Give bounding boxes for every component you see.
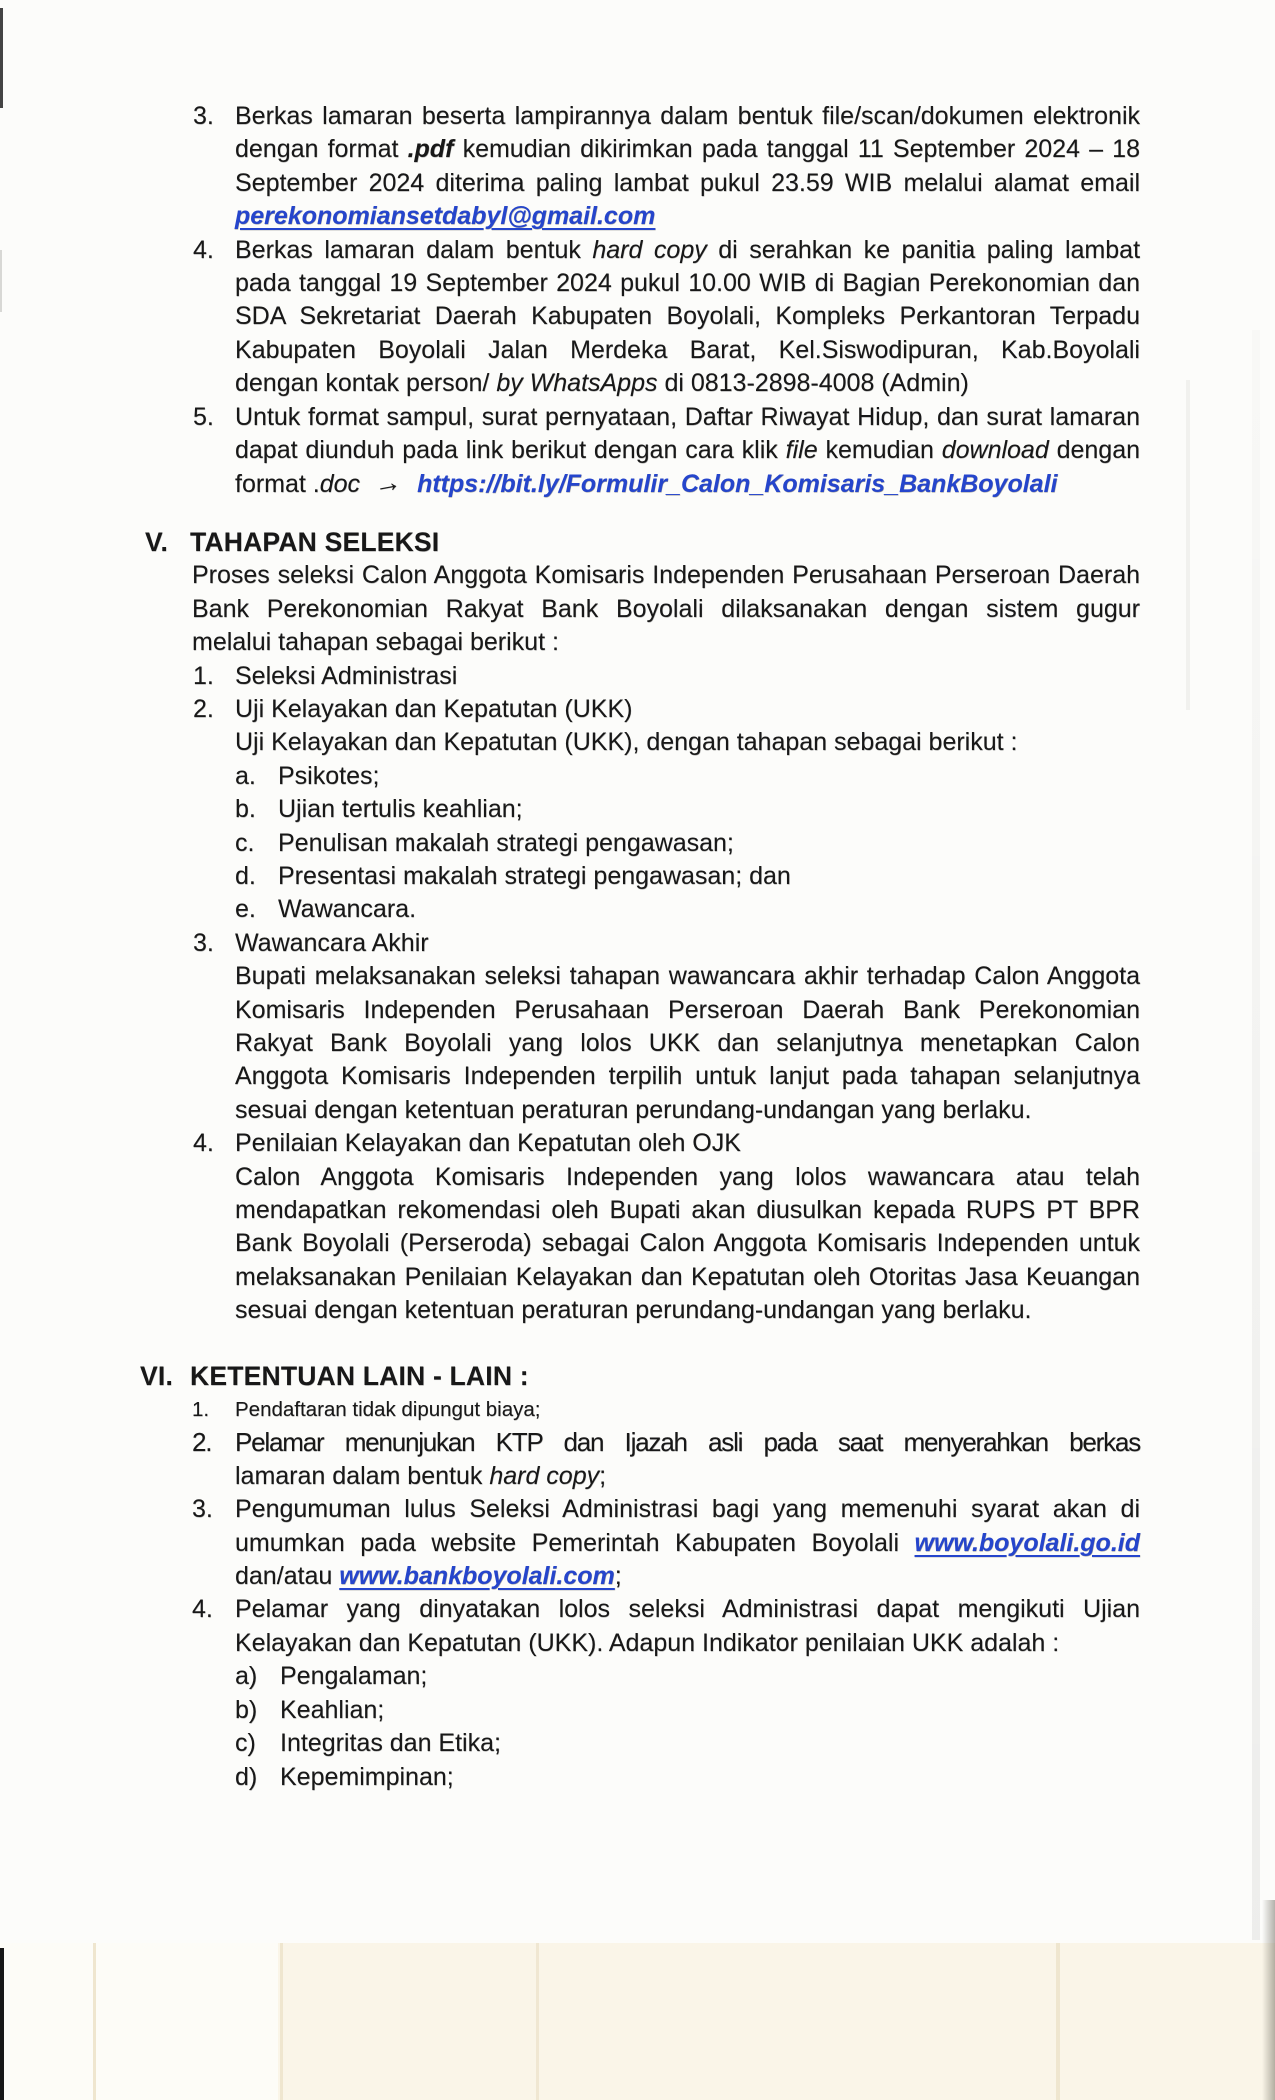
list-marker: 3. bbox=[193, 928, 214, 957]
list-marker: 3. bbox=[192, 1495, 213, 1524]
text-line bbox=[0, 100, 1275, 133]
list-marker: 4. bbox=[193, 1129, 214, 1158]
boyolali-website-link[interactable]: www.boyolali.go.id bbox=[914, 1528, 1140, 1557]
text-segment: Ujian tertulis keahlian; bbox=[278, 795, 523, 824]
text-line bbox=[0, 1360, 1275, 1393]
list-marker: c. bbox=[235, 828, 255, 857]
ketentuan-item-2 bbox=[0, 1426, 1275, 1493]
scan-band-streak bbox=[280, 1943, 283, 2100]
ukk-item-d bbox=[0, 860, 1275, 893]
text-line bbox=[0, 960, 1275, 993]
text-segment: Penilaian Kelayakan dan Kepatutan oleh OJK bbox=[235, 1129, 741, 1158]
text-segment: sesuai dengan ketentuan peraturan perundang-undangan yang berlaku. bbox=[235, 1296, 1032, 1325]
ketentuan-item-4 bbox=[0, 1593, 1275, 1660]
text-line bbox=[0, 300, 1275, 333]
scan-edge-artifact-bottom-left bbox=[0, 1948, 4, 2100]
text-segment: hard copy bbox=[489, 1461, 600, 1490]
ukk-item-c bbox=[0, 827, 1275, 860]
ukk-indikator-c bbox=[0, 1727, 1275, 1760]
section-v-intro bbox=[0, 559, 1275, 659]
text-line bbox=[0, 1426, 1275, 1459]
list-marker: d. bbox=[235, 861, 256, 890]
text-line bbox=[0, 1227, 1275, 1260]
ketentuan-item-1 bbox=[0, 1393, 1275, 1426]
text-segment: file bbox=[785, 436, 818, 465]
text-segment: melaksanakan Penilaian Kelayakan dan Kepatutan oleh Otoritas Jasa Keuangan bbox=[235, 1262, 1140, 1291]
text-segment: kemudian dikirimkan pada tanggal 11 September 2024 – 18 bbox=[453, 135, 1140, 164]
text-line bbox=[0, 1027, 1275, 1060]
text-line bbox=[0, 1560, 1275, 1593]
list-marker: 4. bbox=[192, 1595, 213, 1624]
text-segment: doc bbox=[319, 470, 361, 499]
text-line bbox=[0, 1660, 1275, 1693]
text-line bbox=[0, 1060, 1275, 1093]
text-line bbox=[0, 1761, 1275, 1794]
arrow-right-glyph: → bbox=[371, 466, 404, 501]
text-segment: dan/atau bbox=[235, 1562, 340, 1591]
text-line bbox=[0, 1627, 1275, 1660]
bank-website-link[interactable]: www.bankboyolali.com bbox=[339, 1562, 615, 1591]
tahapan-item-2 bbox=[0, 693, 1275, 760]
list-marker: 1. bbox=[192, 1398, 210, 1422]
text-segment: Seleksi Administrasi bbox=[235, 661, 458, 690]
text-line bbox=[0, 1294, 1275, 1327]
text-line bbox=[0, 893, 1275, 926]
text-line bbox=[0, 726, 1275, 759]
text-segment: Wawancara. bbox=[278, 895, 417, 924]
list-marker: V. bbox=[145, 526, 169, 557]
text-line bbox=[0, 334, 1275, 367]
text-segment: Pengalaman; bbox=[280, 1662, 428, 1691]
text-segment: Psikotes; bbox=[278, 761, 380, 790]
list-marker: 2. bbox=[193, 694, 214, 723]
section-v-heading bbox=[0, 526, 1275, 559]
ukk-item-b bbox=[0, 793, 1275, 826]
text-segment: download bbox=[941, 436, 1049, 465]
list-item-3 bbox=[0, 100, 1275, 234]
list-marker: b) bbox=[235, 1695, 258, 1724]
text-line bbox=[0, 401, 1275, 434]
text-segment: pada tanggal 19 September 2024 pukul 10.00 WIB di Bagian Perekonomian dan bbox=[235, 269, 1140, 298]
section-title: TAHAPAN SELEKSI bbox=[190, 526, 440, 557]
text-segment: Uji Kelayakan dan Kepatutan (UKK) bbox=[235, 694, 633, 723]
text-segment: by WhatsApps bbox=[496, 369, 658, 398]
text-segment: kemudian bbox=[817, 436, 942, 465]
text-line bbox=[0, 1527, 1275, 1560]
text-segment: melalui tahapan sebagai berikut : bbox=[192, 628, 559, 657]
list-marker: e. bbox=[235, 895, 256, 924]
text-segment: Kabupaten Boyolali Jalan Merdeka Barat, Kel.Siswodipuran, Kab.Boyolali bbox=[235, 335, 1140, 364]
form-download-link[interactable]: https://bit.ly/Formulir_Calon_Komisaris_BankBoyolali bbox=[417, 470, 1058, 499]
list-marker: 2. bbox=[192, 1427, 212, 1458]
scan-bottom-band bbox=[0, 1943, 1275, 2100]
text-line bbox=[0, 167, 1275, 200]
text-segment: Anggota Komisaris Independen terpilih untuk lanjut pada tahapan selanjutnya bbox=[235, 1062, 1140, 1091]
text-line bbox=[0, 234, 1275, 267]
text-segment: Berkas lamaran dalam bentuk bbox=[235, 235, 593, 264]
text-line bbox=[0, 1261, 1275, 1294]
text-line bbox=[0, 367, 1275, 400]
text-segment: Komisaris Independen Perusahaan Perseroan Daerah Bank Perekonomian bbox=[235, 995, 1140, 1024]
text-line bbox=[0, 559, 1275, 592]
list-marker: a) bbox=[235, 1662, 258, 1691]
text-segment: format . bbox=[235, 470, 320, 499]
tahapan-item-4 bbox=[0, 1127, 1275, 1327]
text-segment: Pendaftaran tidak dipungut biaya; bbox=[235, 1398, 541, 1422]
text-line bbox=[0, 1493, 1275, 1526]
text-segment: Penulisan makalah strategi pengawasan; bbox=[278, 828, 734, 857]
section-vi-heading bbox=[0, 1360, 1275, 1393]
text-line bbox=[0, 760, 1275, 793]
ukk-indikator-b bbox=[0, 1694, 1275, 1727]
text-line bbox=[0, 1593, 1275, 1626]
text-segment: Uji Kelayakan dan Kepatutan (UKK), dengan tahapan sebagai berikut : bbox=[235, 728, 1018, 757]
text-line bbox=[0, 1127, 1275, 1160]
text-line bbox=[0, 693, 1275, 726]
text-segment: umumkan pada website Pemerintah Kabupaten Boyolali bbox=[235, 1528, 915, 1557]
ukk-indikator-a bbox=[0, 1660, 1275, 1693]
text-line bbox=[0, 660, 1275, 693]
text-line bbox=[0, 1393, 1275, 1426]
text-segment: dengan format bbox=[235, 135, 408, 164]
scan-band-streak bbox=[93, 1943, 96, 2100]
text-line bbox=[0, 827, 1275, 860]
ketentuan-item-3 bbox=[0, 1493, 1275, 1593]
text-segment: .pdf bbox=[407, 135, 454, 164]
text-segment: sesuai dengan ketentuan peraturan perundang-undangan yang berlaku. bbox=[235, 1095, 1032, 1124]
text-segment: dengan bbox=[1048, 436, 1141, 465]
section-title: KETENTUAN LAIN - LAIN : bbox=[190, 1360, 529, 1391]
text-line bbox=[0, 1727, 1275, 1760]
text-line bbox=[0, 1161, 1275, 1194]
text-segment: Untuk format sampul, surat pernyataan, Daftar Riwayat Hidup, dan surat lamaran bbox=[235, 402, 1140, 431]
tahapan-item-1 bbox=[0, 660, 1275, 693]
text-segment: ; bbox=[614, 1562, 622, 1591]
ukk-indikator-d bbox=[0, 1761, 1275, 1794]
list-marker: d) bbox=[235, 1762, 258, 1791]
list-marker: b. bbox=[235, 795, 256, 824]
text-segment: Rakyat Bank Boyolali yang lolos UKK dan selanjutnya menetapkan Calon bbox=[235, 1028, 1140, 1057]
text-line bbox=[0, 1094, 1275, 1127]
text-line bbox=[0, 860, 1275, 893]
tahapan-item-3 bbox=[0, 927, 1275, 1127]
text-segment: Kelayakan dan Kepatutan (UKK). Adapun Indikator penilaian UKK adalah : bbox=[235, 1628, 1060, 1657]
list-marker: VI. bbox=[140, 1360, 174, 1391]
text-line bbox=[0, 526, 1275, 559]
ukk-item-a bbox=[0, 760, 1275, 793]
scan-band-right-edge bbox=[1262, 1900, 1275, 2100]
list-marker: 3. bbox=[193, 102, 214, 130]
list-item-4 bbox=[0, 234, 1275, 401]
text-segment: Bank Perekonomian Rakyat Bank Boyolali dilaksanakan dengan sistem gugur bbox=[192, 594, 1140, 623]
text-line bbox=[0, 467, 1275, 501]
list-marker: a. bbox=[235, 761, 256, 790]
text-line bbox=[0, 1194, 1275, 1227]
text-segment: dengan kontak person/ bbox=[235, 369, 497, 398]
text-line bbox=[0, 200, 1275, 233]
text-segment: Pelamar menunjukan KTP dan Ijazah asli pada saat menyerahkan berkas bbox=[235, 1427, 1140, 1458]
text-segment: Proses seleksi Calon Anggota Komisaris Independen Perusahaan Perseroan Daerah bbox=[192, 561, 1140, 590]
text-segment: SDA Sekretariat Daerah Kabupaten Boyolali, Kompleks Perkantoran Terpadu bbox=[235, 302, 1140, 331]
scan-band-streak bbox=[536, 1943, 539, 2100]
text-line bbox=[0, 1460, 1275, 1493]
text-line bbox=[0, 626, 1275, 659]
text-segment: lamaran dalam bentuk bbox=[235, 1461, 490, 1490]
text-segment: Berkas lamaran beserta lampirannya dalam bentuk file/scan/dokumen elektronik bbox=[235, 102, 1140, 130]
text-line bbox=[0, 927, 1275, 960]
text-segment: mendapatkan rekomendasi oleh Bupati akan diusulkan kepada RUPS PT BPR bbox=[235, 1196, 1140, 1224]
list-marker: c) bbox=[235, 1729, 256, 1758]
text-line bbox=[0, 593, 1275, 626]
text-segment: di serahkan ke panitia paling lambat bbox=[706, 235, 1141, 264]
scan-band-streak bbox=[1056, 1943, 1060, 2100]
text-line bbox=[0, 267, 1275, 300]
scan-bottom-band-light bbox=[0, 1943, 278, 2100]
text-segment: Integritas dan Etika; bbox=[280, 1729, 501, 1758]
list-item-5 bbox=[0, 401, 1275, 502]
ukk-item-e bbox=[0, 893, 1275, 926]
text-segment: Bupati melaksanakan seleksi tahapan wawancara akhir terhadap Calon Anggota bbox=[235, 962, 1140, 991]
text-line bbox=[0, 434, 1275, 467]
text-line bbox=[0, 1694, 1275, 1727]
text-segment: September 2024 diterima paling lambat pukul 23.59 WIB melalui alamat email bbox=[235, 168, 1140, 197]
text-segment: hard copy bbox=[592, 235, 707, 264]
text-segment: Pelamar yang dinyatakan lolos seleksi Administrasi dapat mengikuti Ujian bbox=[235, 1595, 1140, 1624]
list-marker: 4. bbox=[193, 235, 214, 264]
email-link[interactable]: perekonomiansetdabyl@gmail.com bbox=[235, 202, 656, 231]
text-segment: Wawancara Akhir bbox=[235, 928, 429, 957]
text-line bbox=[0, 793, 1275, 826]
text-segment: Presentasi makalah strategi pengawasan; dan bbox=[278, 861, 791, 890]
text-segment: Calon Anggota Komisaris Independen yang lolos wawancara atau telah bbox=[235, 1162, 1140, 1191]
text-segment: Kepemimpinan; bbox=[280, 1762, 454, 1791]
text-segment: Bank Boyolali (Perseroda) sebagai Calon Anggota Komisaris Independen untuk bbox=[235, 1229, 1140, 1258]
text-segment: Keahlian; bbox=[280, 1695, 385, 1724]
text-segment: ; bbox=[599, 1461, 607, 1490]
text-segment: di 0813-2898-4008 (Admin) bbox=[657, 369, 969, 398]
text-line bbox=[0, 994, 1275, 1027]
list-marker: 1. bbox=[193, 661, 214, 690]
text-segment: dapat diunduh pada link berikut dengan cara klik bbox=[235, 436, 786, 465]
text-line bbox=[0, 133, 1275, 166]
text-segment: Pengumuman lulus Seleksi Administrasi bagi yang memenuhi syarat akan di bbox=[235, 1495, 1140, 1524]
list-marker: 5. bbox=[193, 402, 214, 431]
